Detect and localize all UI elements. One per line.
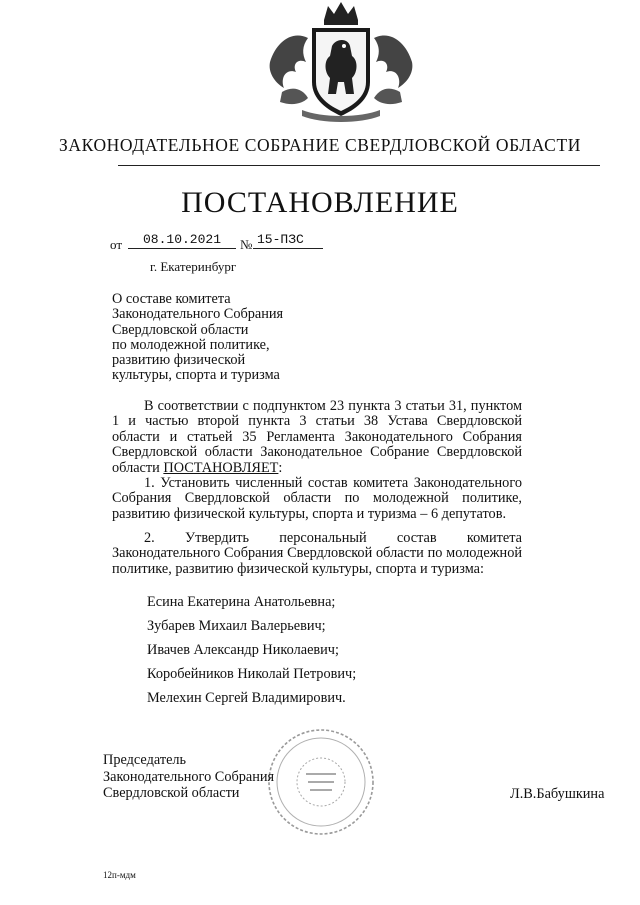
- member-name: Зубарев Михаил Валерьевич;: [147, 618, 326, 634]
- member-name: Есина Екатерина Анатольевна;: [147, 594, 336, 610]
- signatory-name: Л.В.Бабушкина: [510, 786, 605, 802]
- coat-of-arms-emblem: [262, 2, 420, 124]
- document-number: 15-ПЗС: [253, 232, 323, 249]
- signatory-title-line: Законодательного Собрания: [103, 768, 275, 785]
- clause-2: 2. Утвердить персональный состав комитета Законодательного Собрания Свердловской области по молодежной политике, развитию физической культуры, спорта и туризма:: [112, 530, 522, 577]
- footer-code: 12п-мдм: [103, 870, 136, 880]
- signatory-title-line: Свердловской области: [103, 785, 240, 801]
- member-name: Коробейников Николай Петрович;: [147, 666, 357, 682]
- signatory-title: [103, 752, 274, 802]
- subject-line: культуры, спорта и туризма: [112, 367, 280, 384]
- preamble-paragraph: [112, 399, 522, 476]
- preamble-end: :: [278, 459, 283, 476]
- member-name: Мелехин Сергей Владимирович.: [147, 690, 346, 706]
- signatory-title-line: Председатель: [103, 752, 187, 768]
- preamble-text: В соответствии с подпунктом 23 пункта 3 статьи 31, пунктом 1 и частью второй пункта 3 статьи 38 Устава Свердловской области и статьей 35 Регламента Законодательного Собрания Свердловской области Законодательное Собрание Свердловской области: [112, 398, 522, 476]
- decree-keyword: ПОСТАНОВЛЯЕТ: [163, 459, 279, 476]
- subject-line: по молодежной политике,: [112, 336, 270, 353]
- clause-1: 1. Установить численный состав комитета Законодательного Собрания Свердловской области по молодежной политике, развитию физической культуры, спорта и туризма – 6 депутатов.: [112, 475, 522, 522]
- document-date: 08.10.2021: [128, 232, 236, 249]
- header-divider: [118, 165, 600, 166]
- document-city: г. Екатеринбург: [150, 259, 237, 274]
- subject-line: развитию физической: [112, 352, 246, 369]
- official-stamp-seal: [262, 726, 380, 838]
- subject-line: О составе комитета: [112, 291, 231, 307]
- document-subject: [112, 292, 352, 384]
- subject-line: Свердловской области: [112, 321, 249, 338]
- date-prefix: от: [110, 237, 123, 252]
- document-type-title: ПОСТАНОВЛЕНИЕ: [181, 186, 459, 219]
- member-name: Ивачев Александр Николаевич;: [147, 642, 339, 658]
- organization-name: ЗАКОНОДАТЕЛЬНОЕ СОБРАНИЕ СВЕРДЛОВСКОЙ ОБЛАСТИ: [59, 135, 581, 155]
- subject-line: Законодательного Собрания: [112, 306, 284, 323]
- number-prefix: №: [240, 237, 253, 252]
